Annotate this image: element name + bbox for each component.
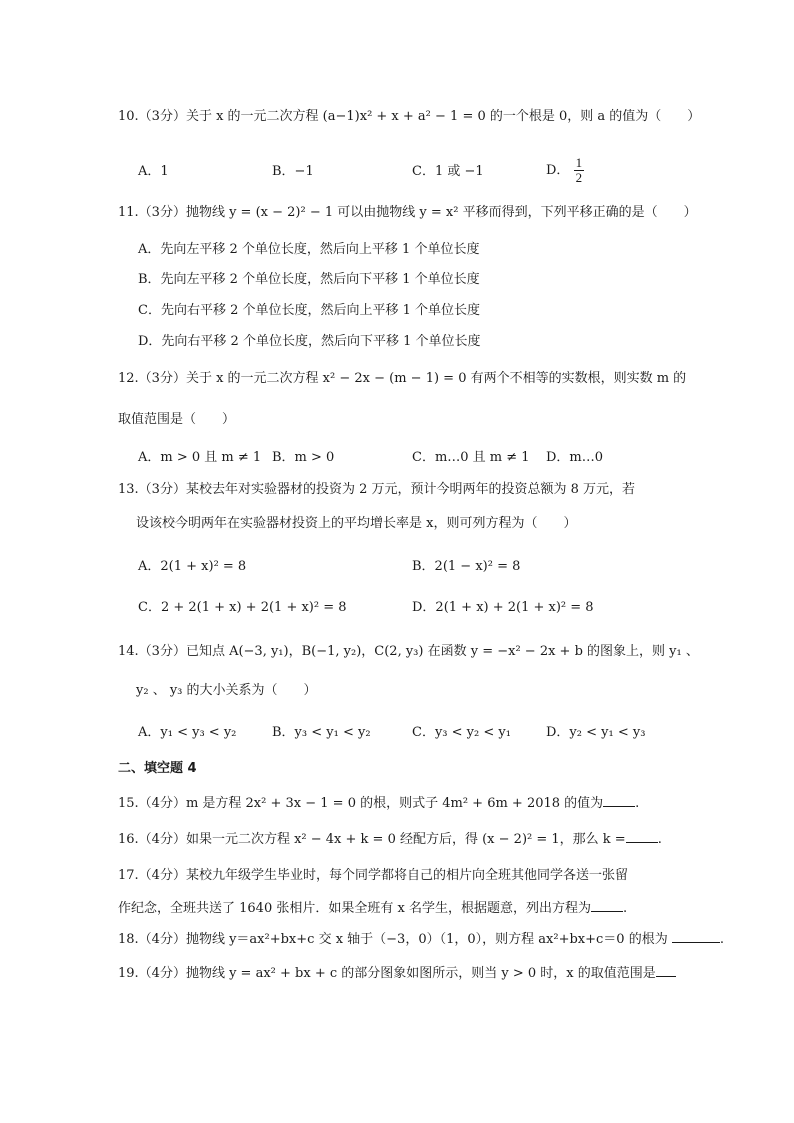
answer-blank [603,792,635,807]
question-11-stem: 11.（3分）抛物线 y = (x − 2)² − 1 可以由抛物线 y = x² 平移而得到，下列平移正确的是（ ） [118,205,697,220]
fraction-denominator: 2 [575,170,583,185]
question-10-option-d [546,156,584,185]
question-14-option-b: B．y₃ < y₁ < y₂ [272,725,371,740]
question-13-stem-line1: 13.（3分）某校去年对实验器材的投资为 2 万元，预计今明两年的投资总额为 8 万元，若 [118,482,636,497]
question-10-option-a: A．1 [138,164,169,179]
question-14-option-c: C．y₃ < y₂ < y₁ [412,725,511,740]
question-12-stem-line1: 12.（3分）关于 x 的一元二次方程 x² − 2x − (m − 1) = 0 有两个不相等的实数根，则实数 m 的 [118,371,687,386]
question-10-option-d-label: D． [546,163,570,178]
question-15-end: . [635,796,640,811]
fraction [574,156,585,185]
question-17-line2 [118,897,627,919]
question-10-option-c: C．1 或 −1 [412,164,484,179]
question-19 [118,962,676,984]
question-16-text: 16.（4分）如果一元二次方程 x² − 4x + k = 0 经配方后，得 (x − 2)² = 1，那么 k = [118,832,626,847]
question-17-line1: 17.（4分）某校九年级学生毕业时，每个同学都将自己的相片向全班其他同学各送一张留 [118,868,628,883]
question-11-option-a: A．先向左平移 2 个单位长度，然后向上平移 1 个单位长度 [138,242,480,257]
question-13-option-b: B．2(1 − x)² = 8 [412,559,521,574]
question-12-stem-line2: 取值范围是（ ） [118,412,236,427]
answer-blank [591,897,623,912]
question-18-text: 18.（4分）抛物线 y＝ax²+bx+c 交 x 轴于（−3，0）（1，0），则方程 ax²+bx+c＝0 的根为 [118,932,668,947]
question-14-stem-line1: 14.（3分）已知点 A(−3, y₁)，B(−1, y₂)，C(2, y₃) 在函数 y = −x² − 2x + b 的图象上，则 y₁ 、 [118,644,699,659]
question-11-option-b: B．先向左平移 2 个单位长度，然后向下平移 1 个单位长度 [138,272,480,287]
answer-blank [672,928,720,943]
question-18-end: . [719,932,724,947]
question-14-option-d: D．y₂ < y₁ < y₃ [546,725,646,740]
question-10-stem: 10.（3分）关于 x 的一元二次方程 (a−1)x² + x + a² − 1 = 0 的一个根是 0，则 a 的值为（ ） [118,109,701,124]
question-16-end: . [657,832,662,847]
question-14-stem-line2: y₂ 、 y₃ 的大小关系为（ ） [136,683,317,698]
question-17-end: . [622,901,628,916]
question-15 [118,792,639,814]
section-heading-fill-in: 二、填空题 4 [118,761,197,776]
question-18 [118,928,724,950]
question-19-text: 19.（4分）抛物线 y = ax² + bx + c 的部分图象如图所示，则当 y > 0 时，x 的取值范围是 [118,966,656,981]
question-10-option-b: B．−1 [272,164,314,179]
question-12-option-b: B．m > 0 [272,450,335,465]
fraction-numerator: 1 [575,155,583,170]
question-12-option-d: D．m…0 [546,450,604,465]
question-11-option-c: C．先向右平移 2 个单位长度，然后向上平移 1 个单位长度 [138,303,481,318]
question-17-text: 作纪念，全班共送了 1640 张相片．如果全班有 x 名学生，根据题意，列出方程为 [118,901,591,916]
question-13-option-d: D．2(1 + x) + 2(1 + x)² = 8 [412,600,594,615]
answer-blank [626,828,658,843]
question-13-option-c: C．2 + 2(1 + x) + 2(1 + x)² = 8 [138,600,347,615]
question-15-text: 15.（4分）m 是方程 2x² + 3x − 1 = 0 的根，则式子 4m² + 6m + 2018 的值为 [118,796,604,811]
question-13-option-a: A．2(1 + x)² = 8 [138,559,247,574]
question-13-stem-line2: 设该校今明两年在实验器材投资上的平均增长率是 x，则可列方程为（ ） [136,516,577,531]
question-12-option-c: C．m…0 且 m ≠ 1 [412,450,530,465]
question-16 [118,828,662,850]
question-12-option-a: A．m > 0 且 m ≠ 1 [138,450,262,465]
answer-blank [656,962,676,977]
question-11-option-d: D．先向右平移 2 个单位长度，然后向下平移 1 个单位长度 [138,334,481,349]
question-14-option-a: A．y₁ < y₃ < y₂ [138,725,237,740]
